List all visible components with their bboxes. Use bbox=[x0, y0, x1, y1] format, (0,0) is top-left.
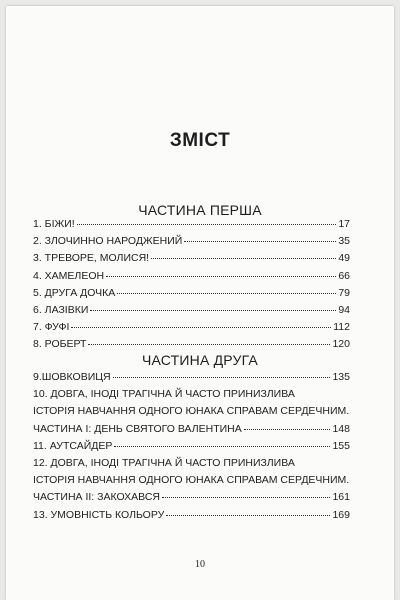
entry-page: 17 bbox=[338, 218, 350, 230]
entry-title: 4. ХАМЕЛЕОН bbox=[33, 269, 105, 282]
toc-entry bbox=[33, 371, 350, 388]
part-two-toc bbox=[33, 371, 350, 526]
toc-entry bbox=[33, 304, 350, 321]
entry-title: 2. ЗЛОЧИННО НАРОДЖЕНИЙ bbox=[33, 235, 183, 248]
page-title: ЗМІСТ bbox=[169, 130, 231, 151]
toc-entry bbox=[33, 321, 350, 338]
dot-leader bbox=[88, 344, 330, 345]
toc-entry bbox=[33, 270, 350, 287]
dot-leader bbox=[113, 377, 331, 378]
entry-page: 112 bbox=[333, 321, 350, 334]
dot-leader bbox=[77, 224, 337, 225]
entry-page: 169 bbox=[332, 508, 350, 521]
entry-title-line: 10. ДОВГА, ІНОДІ ТРАГІЧНА Й ЧАСТО ПРИНИЗЛИВА bbox=[33, 388, 295, 401]
entry-title: 8. РОБЕРТ bbox=[33, 338, 87, 351]
part-two-heading: ЧАСТИНА ДРУГА bbox=[142, 352, 258, 368]
dot-leader bbox=[151, 258, 336, 259]
toc-entry bbox=[33, 235, 350, 252]
dot-leader bbox=[166, 515, 330, 516]
entry-page: 49 bbox=[338, 252, 350, 265]
toc-entry bbox=[33, 218, 350, 235]
entry-page: 79 bbox=[338, 286, 350, 299]
toc-entry bbox=[33, 423, 350, 440]
entry-title: 9.ШОВКОВИЦЯ bbox=[33, 371, 111, 383]
entry-title: 1. БІЖИ! bbox=[33, 218, 75, 230]
entry-page: 94 bbox=[338, 303, 350, 316]
dot-leader bbox=[244, 429, 331, 430]
entry-page: 161 bbox=[332, 491, 350, 504]
page-number: 10 bbox=[195, 559, 205, 570]
dot-leader bbox=[114, 446, 330, 447]
entry-title: ЧАСТИНА ІІ: ЗАКОХАВСЯ bbox=[33, 491, 161, 504]
dot-leader bbox=[117, 293, 336, 294]
part-one-toc bbox=[33, 218, 350, 356]
entry-page: 35 bbox=[338, 235, 350, 248]
toc-entry bbox=[33, 509, 350, 526]
entry-page: 155 bbox=[332, 439, 350, 452]
dot-leader bbox=[184, 241, 336, 242]
toc-entry bbox=[33, 252, 350, 269]
entry-title: 11. АУТСАЙДЕР bbox=[33, 439, 113, 452]
dot-leader bbox=[106, 276, 336, 277]
entry-page: 135 bbox=[332, 371, 350, 383]
entry-title: ЧАСТИНА І: ДЕНЬ СВЯТОГО ВАЛЕНТИНА bbox=[33, 422, 242, 435]
part-one-heading: ЧАСТИНА ПЕРША bbox=[138, 202, 262, 218]
entry-title: 7. ФУФІ bbox=[33, 321, 70, 334]
entry-title-line: 12. ДОВГА, ІНОДІ ТРАГІЧНА Й ЧАСТО ПРИНИЗЛИВА bbox=[33, 456, 295, 469]
toc-entry bbox=[33, 440, 350, 457]
entry-title: 13. УМОВНІСТЬ КОЛЬОРУ bbox=[33, 508, 165, 521]
entry-page: 120 bbox=[332, 338, 350, 351]
book-page bbox=[6, 6, 394, 600]
entry-page: 66 bbox=[338, 269, 350, 282]
entry-title: 3. ТРЕВОРЕ, МОЛИСЯ! bbox=[33, 252, 150, 265]
dot-leader bbox=[90, 310, 336, 311]
entry-title: 6. ЛАЗІВКИ bbox=[33, 303, 89, 316]
entry-title: 5. ДРУГА ДОЧКА bbox=[33, 286, 116, 299]
entry-title-line: ІСТОРІЯ НАВЧАННЯ ОДНОГО ЮНАКА СПРАВАМ СЕРДЕЧНИМ. bbox=[33, 405, 350, 418]
toc-entry bbox=[33, 491, 350, 508]
toc-entry bbox=[33, 287, 350, 304]
entry-title-line: ІСТОРІЯ НАВЧАННЯ ОДНОГО ЮНАКА СПРАВАМ СЕРДЕЧНИМ. bbox=[33, 474, 350, 487]
dot-leader bbox=[162, 497, 330, 498]
dot-leader bbox=[71, 327, 331, 328]
entry-page: 148 bbox=[332, 422, 350, 435]
